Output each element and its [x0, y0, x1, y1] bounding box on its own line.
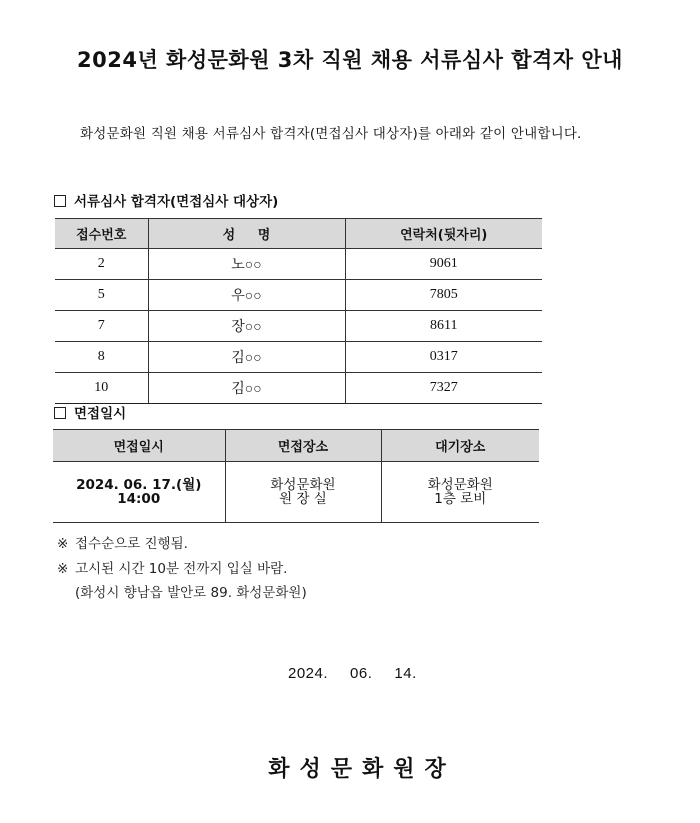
reference-mark: ※ [57, 561, 69, 577]
waiting-place-line2: 1층 로비 [434, 491, 487, 507]
section-heading-passers [54, 190, 278, 210]
note-1 [57, 532, 188, 552]
interview-place-line1: 화성문화원 [270, 476, 336, 493]
column-header: 연락처(뒷자리) [345, 219, 542, 249]
section-heading-interview [54, 402, 126, 422]
checkbox-square-icon [54, 407, 66, 419]
interview-time: 14:00 [117, 491, 161, 507]
date-year: 2024. [288, 665, 329, 682]
interview-datetime [53, 462, 225, 523]
applicant-name: 노○○ [148, 249, 345, 280]
table-row [55, 342, 542, 373]
reference-mark: ※ [57, 536, 69, 552]
column-header: 면접장소 [225, 430, 381, 462]
phone-suffix: 8611 [345, 311, 542, 342]
note-2 [57, 557, 287, 577]
table-header-row [55, 219, 542, 249]
waiting-place [381, 462, 539, 523]
note-text: 접수순으로 진행됨. [75, 536, 188, 552]
column-header: 접수번호 [55, 219, 148, 249]
table-row [55, 280, 542, 311]
applicant-name: 장○○ [148, 311, 345, 342]
column-header: 대기장소 [381, 430, 539, 462]
intro-text: 화성문화원 직원 채용 서류심사 합격자(면접심사 대상자)를 아래와 같이 안내합니다. [80, 126, 582, 142]
receipt-number: 10 [55, 373, 148, 404]
checkbox-square-icon [54, 195, 66, 207]
interview-place [225, 462, 381, 523]
section-heading-text: 서류심사 합격자(면접심사 대상자) [74, 194, 279, 210]
applicant-name: 김○○ [148, 373, 345, 404]
phone-suffix: 0317 [345, 342, 542, 373]
table-row [53, 462, 539, 523]
table-header-row [53, 430, 539, 462]
receipt-number: 2 [55, 249, 148, 280]
receipt-number: 5 [55, 280, 148, 311]
date-month: 06. [350, 665, 373, 682]
applicant-name: 우○○ [148, 280, 345, 311]
interview-place-line2: 원 장 실 [279, 491, 327, 507]
applicant-name: 김○○ [148, 342, 345, 373]
phone-suffix: 7805 [345, 280, 542, 311]
note-address: (화성시 향남읍 발안로 89. 화성문화원) [75, 585, 307, 601]
receipt-number: 8 [55, 342, 148, 373]
notice-date [288, 665, 439, 682]
section-heading-text: 면접일시 [74, 406, 127, 422]
passers-table [55, 218, 542, 404]
signer-name: 화성문화원장 [268, 757, 456, 782]
table-row [55, 311, 542, 342]
receipt-number: 7 [55, 311, 148, 342]
date-day: 14. [394, 665, 417, 682]
waiting-place-line1: 화성문화원 [427, 476, 493, 493]
interview-date: 2024. 06. 17.(월) [76, 476, 202, 493]
note-text: 고시된 시간 10분 전까지 입실 바람. [75, 561, 288, 577]
column-header: 성 명 [148, 219, 345, 249]
phone-suffix: 7327 [345, 373, 542, 404]
phone-suffix: 9061 [345, 249, 542, 280]
interview-table [53, 429, 539, 523]
table-row [55, 373, 542, 404]
page-title: 2024년 화성문화원 3차 직원 채용 서류심사 합격자 안내 [77, 48, 623, 72]
column-header: 면접일시 [53, 430, 225, 462]
table-row [55, 249, 542, 280]
